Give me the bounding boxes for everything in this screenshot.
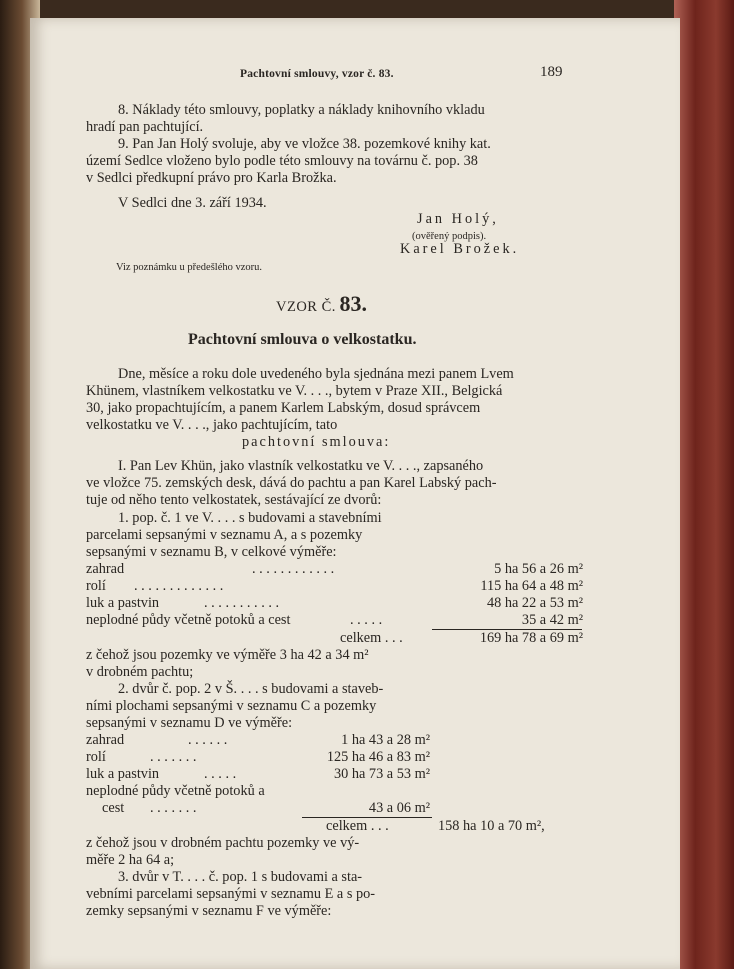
signature-2: Karel Brožek. [400,241,520,257]
text-line: 1. pop. č. 1 ve V. . . . s budovami a stavebními [118,510,382,526]
contract-label: pachtovní smlouva: [242,434,391,450]
area-value: 43 a 06 m² [368,800,430,816]
area-label: zahrad [86,732,125,748]
text-line: měře 2 ha 64 a; [86,852,175,868]
text-line: 2. dvůr č. pop. 2 v Š. . . . s budovami a staveb- [118,681,384,697]
total-value: 158 ha 10 a 70 m², [438,818,545,834]
text-line: sepsanými v seznamu D ve výměře: [86,715,293,731]
text-line: velkostatku ve V. . . ., jako pachtujícím, tato [86,417,338,433]
text-line: parcelami sepsanými v seznamu A, a s pozemky [86,527,363,543]
area-value: 48 ha 22 a 53 m² [486,595,583,611]
area-label: neplodné půdy včetně potoků a cest [86,612,291,628]
dot-leader: . . . . . . . [150,800,197,816]
text-line: 8. Náklady této smlouvy, poplatky a náklady knihovního vkladu [118,102,485,118]
text-line: I. Pan Lev Khün, jako vlastník velkostatku ve V. . . ., zapsaného [118,458,484,474]
area-label: neplodné půdy včetně potoků a [86,783,265,799]
text-line: Khünem, vlastníkem velkostatku ve V. . . ., bytem v Praze XII., Belgická [86,383,503,399]
area-label: luk a pastvin [86,595,160,611]
book-page [30,18,680,969]
running-title: Pachtovní smlouvy, vzor č. 83. [240,68,394,80]
text-line: sepsanými v seznamu B, v celkové výměře: [86,544,337,560]
area-value: 5 ha 56 a 26 m² [494,561,583,577]
dot-leader: . . . . . . . . . . . . . [134,578,224,594]
dot-leader: . . . . . . [188,732,228,748]
dot-leader: . . . . . . . . . . . [204,595,280,611]
vzor-label [276,292,367,319]
text-line: v Sedlci předkupní právo pro Karla Brožka. [86,170,337,186]
total-label: celkem . . . [340,630,403,646]
text-line: 3. dvůr v T. . . . č. pop. 1 s budovami a sta- [118,869,363,885]
text-line: ními plochami sepsanými v seznamu C a pozemky [86,698,377,714]
area-value: 35 a 42 m² [521,612,583,628]
total-value: 169 ha 78 a 69 m² [479,630,583,646]
page-number: 189 [540,64,563,80]
total-label: celkem . . . [326,818,389,834]
text-line: Dne, měsíce a roku dole uvedeného byla sjednána mezi panem Lvem [118,366,514,382]
book-cover-right [674,0,734,969]
area-value: 115 ha 64 a 48 m² [480,578,583,594]
text-line: 30, jako propachtujícím, a panem Karlem Labským, dosud správcem [86,400,481,416]
signature-note: (ověřený podpis). [412,231,487,242]
dot-leader: . . . . . [204,766,237,782]
vzor-prefix: VZOR Č. [276,299,336,315]
text-line: hradí pan pachtující. [86,119,204,135]
text-line: ve vložce 75. zemských desk, dává do pachtu a pan Karel Labský pach- [86,475,497,491]
area-label: zahrad [86,561,125,577]
area-label: luk a pastvin [86,766,160,782]
text-line: z čehož jsou v drobném pachtu pozemky ve vý- [86,835,360,851]
text-line: z čehož jsou pozemky ve výměře 3 ha 42 a 34 m² [86,647,369,663]
area-label: rolí [86,578,106,594]
signature-1: Jan Holý, [417,211,499,227]
dot-leader: . . . . . . . . . . . . [252,561,335,577]
dot-leader: . . . . . [350,612,383,628]
area-value: 1 ha 43 a 28 m² [341,732,430,748]
text-line: vebními parcelami sepsanými v seznamu E a s po- [86,886,376,902]
text-line: 9. Pan Jan Holý svoluje, aby ve vložce 38. pozemkové knihy kat. [118,136,491,152]
area-label: rolí [86,749,106,765]
area-label: cest [102,800,125,816]
vzor-number: 83. [339,291,368,316]
contract-title: Pachtovní smlouva o velkostatku. [188,331,417,348]
text-line: zemky sepsanými v seznamu F ve výměře: [86,903,332,919]
area-value: 125 ha 46 a 83 m² [326,749,430,765]
text-line: v drobném pachtu; [86,664,194,680]
area-value: 30 ha 73 a 53 m² [333,766,430,782]
text-line: tuje od něho tento velkostatek, sestávající ze dvorů: [86,492,382,508]
dot-leader: . . . . . . . [150,749,197,765]
text-line: území Sedlce vloženo bylo podle této smlouvy na továrnu č. pop. 38 [86,153,478,169]
footnote: Viz poznámku u předešlého vzoru. [116,262,263,273]
place-date: V Sedlci dne 3. září 1934. [118,195,267,211]
